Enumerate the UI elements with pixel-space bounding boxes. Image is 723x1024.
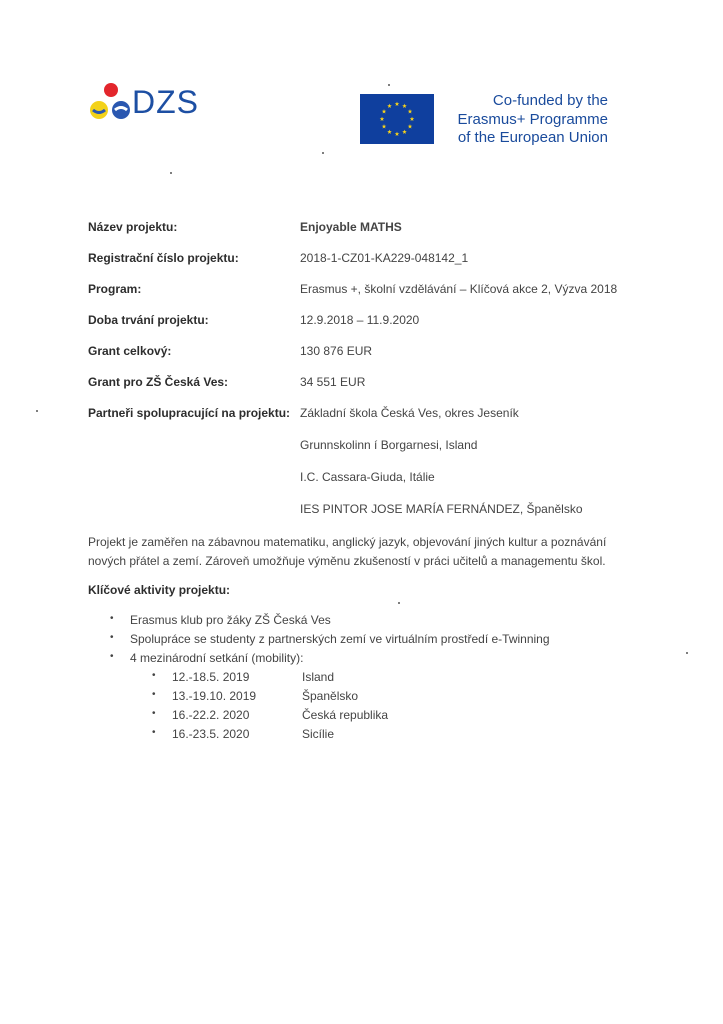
info-value: Erasmus +, školní vzdělávání – Klíčová akce 2, Výzva 2018 [300,282,618,296]
scan-speck [686,652,688,654]
info-row-project-name [88,220,648,238]
info-label: Registrační číslo projektu: [88,251,239,265]
bullet-icon: • [110,613,114,624]
partner-name: Grunnskolinn í Borgarnesi, Island [300,438,478,452]
mobility-place: Česká republika [302,708,389,722]
mobility-date: 16.-22.2. 2020 [172,708,250,722]
mobility-place: Španělsko [302,689,359,703]
info-value: Základní škola Česká Ves, okres Jeseník [300,406,519,420]
info-row-registration [88,251,648,269]
info-label: Grant celkový: [88,344,172,358]
info-row-duration [88,313,648,331]
eu-text-line-1: Co-funded by the [492,92,608,109]
bullet-icon: • [110,651,114,662]
eu-cofunded-logo [360,94,610,146]
partner-row [88,438,648,456]
info-label: Partneři spolupracující na projektu: [88,406,291,420]
info-value: Enjoyable MATHS [300,220,402,234]
mobility-place: Sicílie [302,727,335,741]
description-line: Projekt je zaměřen na zábavnou matematiku, anglický jazyk, objevování jiných kultur a poznávání [88,535,607,549]
bullet-icon: • [152,727,156,738]
partner-row [88,502,648,520]
bullet-icon: • [152,689,156,700]
eu-text-line-2: Erasmus+ Programme [457,110,608,128]
activity-text: Spolupráce se studenty z partnerských zemí ve virtuálním prostředí e-Twinning [130,632,550,646]
activity-text: Erasmus klub pro žáky ZŠ Česká Ves [130,613,331,627]
bullet-icon: • [110,632,114,643]
info-value: 34 551 EUR [300,375,366,389]
info-label: Program: [88,282,142,296]
scan-speck [388,84,390,86]
mobility-date: 16.-23.5. 2020 [172,727,250,741]
info-label: Grant pro ZŠ Česká Ves: [88,375,229,389]
mobility-date: 12.-18.5. 2019 [172,670,250,684]
partner-row [88,470,648,488]
eu-cofunded-text [446,92,608,148]
bullet-icon: • [152,708,156,719]
activities-heading: Klíčové aktivity projektu: [88,583,231,597]
info-row-partners [88,406,648,424]
mobility-place: Island [302,670,335,684]
scan-speck [398,602,400,604]
bullet-icon: • [152,670,156,681]
partner-name: I.C. Cassara-Giuda, Itálie [300,470,435,484]
scan-speck [322,152,324,154]
eu-text-line-3: of the European Union [457,129,608,146]
info-value: 130 876 EUR [300,344,373,358]
partner-name: IES PINTOR JOSE MARÍA FERNÁNDEZ, Španělsko [300,502,583,516]
mobility-date: 13.-19.10. 2019 [172,689,257,703]
project-description [88,533,648,570]
activity-text: 4 mezinárodní setkání (mobility): [130,651,304,665]
scan-speck [36,410,38,412]
scan-speck [170,172,172,174]
dzs-wordmark: DZS [132,84,199,120]
info-value: 12.9.2018 – 11.9.2020 [300,313,420,327]
info-label: Název projektu: [88,220,178,234]
info-row-grant-school [88,375,648,393]
info-row-program [88,282,648,300]
info-label: Doba trvání projektu: [88,313,209,327]
info-row-grant-total [88,344,648,362]
info-value: 2018-1-CZ01-KA229-048142_1 [300,251,469,265]
description-line: nových přátel a zemí. Zároveň umožňuje výměnu zkušeností v práci učitelů a managementu škol. [88,553,606,568]
eu-flag-icon [360,94,434,144]
